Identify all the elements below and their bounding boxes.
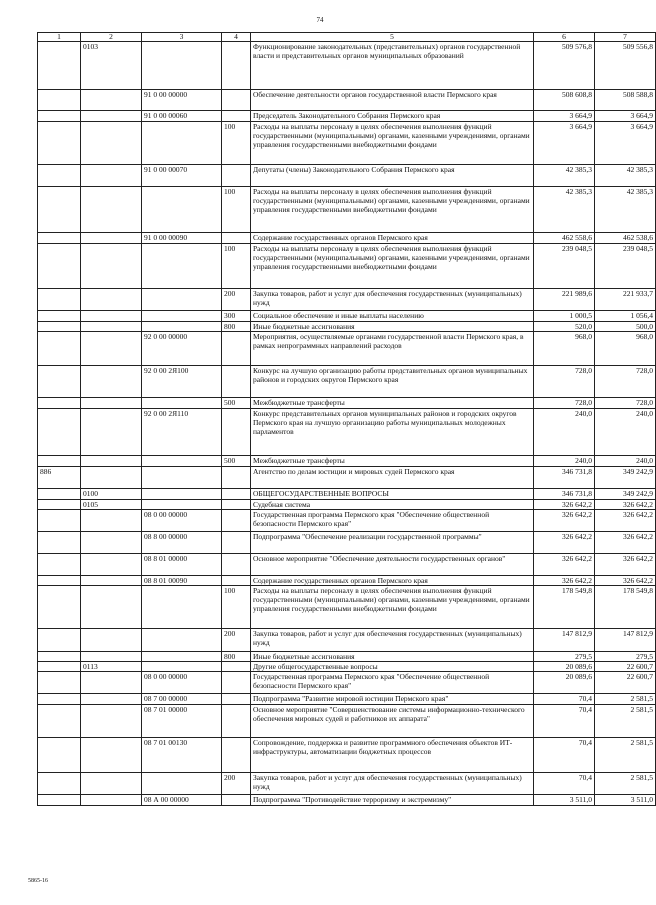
table-row	[38, 366, 656, 398]
amount-year2-cell: 22 600,7	[595, 662, 656, 672]
expense-type-cell: 200	[222, 773, 251, 795]
table-row	[38, 456, 656, 467]
target-article-cell	[142, 467, 222, 489]
amount-year2-cell: 42 385,3	[595, 187, 656, 233]
section-code-cell	[38, 233, 81, 244]
subsection-code-cell	[81, 289, 142, 311]
table-row	[38, 510, 656, 532]
description-cell: Государственная программа Пермского края "Обеспечение общественной безопасности Пермского края"	[251, 510, 534, 532]
description-cell: Подпрограмма "Обеспечение реализации государственной программы"	[251, 532, 534, 554]
target-article-cell: 92 0 00 00000	[142, 332, 222, 366]
header-cell: 1	[38, 33, 81, 42]
header-cell: 6	[534, 33, 595, 42]
amount-year2-cell: 178 549,8	[595, 586, 656, 629]
amount-year2-cell: 3 511,0	[595, 795, 656, 806]
footer-code: 5865-16	[28, 878, 48, 884]
amount-year1-cell: 70,4	[534, 738, 595, 773]
table-row	[38, 122, 656, 165]
target-article-cell: 08 А 00 00000	[142, 795, 222, 806]
subsection-code-cell	[81, 409, 142, 456]
description-cell: Обеспечение деятельности органов государственной власти Пермского края	[251, 90, 534, 111]
amount-year2-cell: 240,0	[595, 409, 656, 456]
section-code-cell	[38, 795, 81, 806]
expense-type-cell	[222, 705, 251, 738]
amount-year2-cell: 728,0	[595, 366, 656, 398]
description-cell: Закупка товаров, работ и услуг для обеспечения государственных (муниципальных) нужд	[251, 773, 534, 795]
target-article-cell: 08 0 00 00000	[142, 672, 222, 694]
expense-type-cell	[222, 576, 251, 586]
description-cell: Расходы на выплаты персоналу в целях обеспечения выполнения функций государственными (муниципальными) органами, казенными учреждениями, органами управления государственными внебюджетными фондами	[251, 187, 534, 233]
amount-year2-cell: 2 581,5	[595, 738, 656, 773]
expense-type-cell	[222, 672, 251, 694]
target-article-cell: 91 0 00 00060	[142, 111, 222, 122]
section-code-cell	[38, 456, 81, 467]
amount-year1-cell: 70,4	[534, 705, 595, 738]
section-code-cell	[38, 510, 81, 532]
amount-year1-cell: 3 511,0	[534, 795, 595, 806]
section-code-cell	[38, 586, 81, 629]
description-cell: Подпрограмма "Развитие мировой юстиции Пермского края"	[251, 694, 534, 705]
amount-year1-cell: 3 664,9	[534, 122, 595, 165]
amount-year1-cell: 70,4	[534, 694, 595, 705]
amount-year1-cell: 968,0	[534, 332, 595, 366]
description-cell: Межбюджетные трансферты	[251, 456, 534, 467]
target-article-cell	[142, 456, 222, 467]
expense-type-cell	[222, 554, 251, 576]
description-cell: Депутаты (члены) Законодательного Собрания Пермского края	[251, 165, 534, 187]
target-article-cell: 08 8 00 00000	[142, 532, 222, 554]
amount-year1-cell: 509 576,8	[534, 42, 595, 90]
table-row	[38, 629, 656, 652]
amount-year2-cell: 2 581,5	[595, 773, 656, 795]
section-code-cell	[38, 244, 81, 289]
description-cell: Агентство по делам юстиции и мировых судей Пермского края	[251, 467, 534, 489]
amount-year2-cell: 326 642,2	[595, 510, 656, 532]
expense-type-cell: 500	[222, 398, 251, 409]
budget-table	[37, 32, 656, 806]
amount-year1-cell: 239 048,5	[534, 244, 595, 289]
amount-year2-cell: 1 056,4	[595, 311, 656, 322]
expense-type-cell: 800	[222, 652, 251, 662]
amount-year1-cell: 326 642,2	[534, 532, 595, 554]
amount-year2-cell: 326 642,2	[595, 500, 656, 510]
target-article-cell: 08 8 01 00000	[142, 554, 222, 576]
table-row	[38, 662, 656, 672]
subsection-code-cell	[81, 467, 142, 489]
expense-type-cell: 100	[222, 122, 251, 165]
target-article-cell	[142, 652, 222, 662]
budget-table-body	[38, 33, 656, 806]
amount-year2-cell: 508 588,8	[595, 90, 656, 111]
amount-year2-cell: 500,0	[595, 322, 656, 332]
header-cell: 5	[251, 33, 534, 42]
expense-type-cell: 800	[222, 322, 251, 332]
amount-year1-cell: 3 664,9	[534, 111, 595, 122]
table-row	[38, 165, 656, 187]
description-cell: Расходы на выплаты персоналу в целях обеспечения выполнения функций государственными (муниципальными) органами, казенными учреждениями, органами управления государственными внебюджетными фондами	[251, 586, 534, 629]
table-row	[38, 111, 656, 122]
expense-type-cell	[222, 111, 251, 122]
description-cell: Социальное обеспечение и иные выплаты населению	[251, 311, 534, 322]
subsection-code-cell	[81, 165, 142, 187]
target-article-cell	[142, 500, 222, 510]
subsection-code-cell	[81, 705, 142, 738]
amount-year2-cell: 240,0	[595, 456, 656, 467]
amount-year2-cell: 22 600,7	[595, 672, 656, 694]
expense-type-cell	[222, 532, 251, 554]
table-row	[38, 500, 656, 510]
description-cell: Закупка товаров, работ и услуг для обеспечения государственных (муниципальных) нужд	[251, 289, 534, 311]
table-row	[38, 672, 656, 694]
table-row	[38, 332, 656, 366]
subsection-code-cell	[81, 233, 142, 244]
amount-year1-cell: 728,0	[534, 366, 595, 398]
target-article-cell	[142, 122, 222, 165]
description-cell: Мероприятия, осуществляемые органами государственной власти Пермского края, в рамках непрограммных направлений расходов	[251, 332, 534, 366]
amount-year1-cell: 240,0	[534, 456, 595, 467]
section-code-cell: 886	[38, 467, 81, 489]
expense-type-cell: 100	[222, 187, 251, 233]
header-cell: 7	[595, 33, 656, 42]
amount-year1-cell: 42 385,3	[534, 187, 595, 233]
expense-type-cell	[222, 409, 251, 456]
subsection-code-cell	[81, 738, 142, 773]
header-cell: 3	[142, 33, 222, 42]
description-cell: Расходы на выплаты персоналу в целях обеспечения выполнения функций государственными (муниципальными) органами, казенными учреждениями, органами управления государственными внебюджетными фондами	[251, 122, 534, 165]
amount-year1-cell: 346 731,8	[534, 467, 595, 489]
amount-year2-cell: 3 664,9	[595, 111, 656, 122]
description-cell: Судебная система	[251, 500, 534, 510]
section-code-cell	[38, 409, 81, 456]
amount-year1-cell: 326 642,2	[534, 576, 595, 586]
table-row	[38, 187, 656, 233]
description-cell: Государственная программа Пермского края "Обеспечение общественной безопасности Пермского края"	[251, 672, 534, 694]
amount-year1-cell: 520,0	[534, 322, 595, 332]
target-article-cell	[142, 398, 222, 409]
target-article-cell	[142, 586, 222, 629]
target-article-cell	[142, 187, 222, 233]
subsection-code-cell	[81, 773, 142, 795]
section-code-cell	[38, 652, 81, 662]
expense-type-cell: 300	[222, 311, 251, 322]
amount-year1-cell: 508 608,8	[534, 90, 595, 111]
target-article-cell: 92 0 00 2Я100	[142, 366, 222, 398]
description-cell: Подпрограмма "Противодействие терроризму и экстремизму"	[251, 795, 534, 806]
section-code-cell	[38, 187, 81, 233]
amount-year1-cell: 70,4	[534, 773, 595, 795]
section-code-cell	[38, 311, 81, 322]
section-code-cell	[38, 662, 81, 672]
amount-year1-cell: 178 549,8	[534, 586, 595, 629]
table-row	[38, 795, 656, 806]
target-article-cell	[142, 662, 222, 672]
description-cell: Сопровождение, поддержка и развитие программного обеспечения объектов ИТ-инфраструктуры, автоматизации бюджетных процессов	[251, 738, 534, 773]
subsection-code-cell	[81, 90, 142, 111]
section-code-cell	[38, 111, 81, 122]
section-code-cell	[38, 322, 81, 332]
amount-year1-cell: 240,0	[534, 409, 595, 456]
subsection-code-cell	[81, 554, 142, 576]
target-article-cell	[142, 773, 222, 795]
amount-year1-cell: 326 642,2	[534, 554, 595, 576]
expense-type-cell	[222, 233, 251, 244]
expense-type-cell	[222, 332, 251, 366]
table-row	[38, 532, 656, 554]
subsection-code-cell	[81, 398, 142, 409]
subsection-code-cell	[81, 532, 142, 554]
subsection-code-cell	[81, 332, 142, 366]
amount-year2-cell: 509 556,8	[595, 42, 656, 90]
table-row	[38, 773, 656, 795]
target-article-cell	[142, 322, 222, 332]
subsection-code-cell	[81, 456, 142, 467]
section-code-cell	[38, 705, 81, 738]
subsection-code-cell	[81, 111, 142, 122]
description-cell: Основное мероприятие "Совершенствование системы информационно-технического обеспечения мировых судей и работников их аппарата"	[251, 705, 534, 738]
subsection-code-cell	[81, 244, 142, 289]
target-article-cell	[142, 289, 222, 311]
table-row	[38, 576, 656, 586]
target-article-cell: 91 0 00 00090	[142, 233, 222, 244]
expense-type-cell: 100	[222, 586, 251, 629]
description-cell: Содержание государственных органов Пермского края	[251, 576, 534, 586]
section-code-cell	[38, 398, 81, 409]
amount-year1-cell: 728,0	[534, 398, 595, 409]
subsection-code-cell	[81, 187, 142, 233]
subsection-code-cell	[81, 122, 142, 165]
section-code-cell	[38, 42, 81, 90]
expense-type-cell	[222, 467, 251, 489]
description-cell: ОБЩЕГОСУДАРСТВЕННЫЕ ВОПРОСЫ	[251, 489, 534, 500]
description-cell: Председатель Законодательного Собрания Пермского края	[251, 111, 534, 122]
amount-year1-cell: 20 089,6	[534, 672, 595, 694]
expense-type-cell	[222, 662, 251, 672]
description-cell: Иные бюджетные ассигнования	[251, 322, 534, 332]
description-cell: Содержание государственных органов Пермского края	[251, 233, 534, 244]
amount-year2-cell: 3 664,9	[595, 122, 656, 165]
subsection-code-cell: 0113	[81, 662, 142, 672]
subsection-code-cell	[81, 311, 142, 322]
table-row	[38, 90, 656, 111]
amount-year2-cell: 2 581,5	[595, 705, 656, 738]
amount-year2-cell: 326 642,2	[595, 554, 656, 576]
expense-type-cell: 200	[222, 289, 251, 311]
subsection-code-cell	[81, 629, 142, 652]
section-code-cell	[38, 738, 81, 773]
amount-year2-cell: 221 933,7	[595, 289, 656, 311]
table-row	[38, 398, 656, 409]
amount-year2-cell: 462 538,6	[595, 233, 656, 244]
amount-year2-cell: 326 642,2	[595, 576, 656, 586]
description-cell: Основное мероприятие "Обеспечение деятельности государственных органов"	[251, 554, 534, 576]
table-row	[38, 233, 656, 244]
expense-type-cell	[222, 694, 251, 705]
description-cell: Другие общегосударственные вопросы	[251, 662, 534, 672]
target-article-cell	[142, 629, 222, 652]
table-row	[38, 554, 656, 576]
expense-type-cell	[222, 90, 251, 111]
subsection-code-cell	[81, 694, 142, 705]
description-cell: Иные бюджетные ассигнования	[251, 652, 534, 662]
subsection-code-cell	[81, 322, 142, 332]
amount-year1-cell: 1 000,5	[534, 311, 595, 322]
section-code-cell	[38, 629, 81, 652]
expense-type-cell	[222, 738, 251, 773]
section-code-cell	[38, 672, 81, 694]
section-code-cell	[38, 122, 81, 165]
amount-year1-cell: 326 642,2	[534, 500, 595, 510]
target-article-cell: 08 8 01 00090	[142, 576, 222, 586]
target-article-cell	[142, 311, 222, 322]
table-row	[38, 467, 656, 489]
subsection-code-cell: 0105	[81, 500, 142, 510]
description-cell: Расходы на выплаты персоналу в целях обеспечения выполнения функций государственными (муниципальными) органами, казенными учреждениями, органами управления государственными внебюджетными фондами	[251, 244, 534, 289]
amount-year1-cell: 221 989,6	[534, 289, 595, 311]
amount-year2-cell: 239 048,5	[595, 244, 656, 289]
subsection-code-cell	[81, 652, 142, 662]
table-row	[38, 652, 656, 662]
section-code-cell	[38, 165, 81, 187]
amount-year2-cell: 349 242,9	[595, 489, 656, 500]
amount-year2-cell: 147 812,9	[595, 629, 656, 652]
description-cell: Конкурс представительных органов муниципальных районов и городских округов Пермского края на лучшую организацию работы муниципальных молодежных парламентов	[251, 409, 534, 456]
amount-year1-cell: 20 089,6	[534, 662, 595, 672]
section-code-cell	[38, 332, 81, 366]
expense-type-cell: 200	[222, 629, 251, 652]
page-number: 74	[316, 16, 324, 24]
subsection-code-cell: 0100	[81, 489, 142, 500]
amount-year1-cell: 462 558,6	[534, 233, 595, 244]
section-code-cell	[38, 694, 81, 705]
amount-year1-cell: 42 385,3	[534, 165, 595, 187]
section-code-cell	[38, 90, 81, 111]
table-row	[38, 489, 656, 500]
table-row	[38, 289, 656, 311]
section-code-cell	[38, 532, 81, 554]
expense-type-cell	[222, 42, 251, 90]
table-row	[38, 311, 656, 322]
expense-type-cell	[222, 795, 251, 806]
amount-year1-cell: 147 812,9	[534, 629, 595, 652]
target-article-cell: 08 7 00 00000	[142, 694, 222, 705]
target-article-cell: 08 7 01 00000	[142, 705, 222, 738]
table-row	[38, 705, 656, 738]
subsection-code-cell	[81, 366, 142, 398]
expense-type-cell	[222, 366, 251, 398]
target-article-cell: 08 7 01 00130	[142, 738, 222, 773]
subsection-code-cell	[81, 795, 142, 806]
amount-year1-cell: 346 731,8	[534, 489, 595, 500]
target-article-cell: 91 0 00 00000	[142, 90, 222, 111]
subsection-code-cell: 0103	[81, 42, 142, 90]
section-code-cell	[38, 576, 81, 586]
amount-year2-cell: 728,0	[595, 398, 656, 409]
amount-year1-cell: 279,5	[534, 652, 595, 662]
amount-year2-cell: 2 581,5	[595, 694, 656, 705]
section-code-cell	[38, 773, 81, 795]
expense-type-cell: 500	[222, 456, 251, 467]
expense-type-cell	[222, 500, 251, 510]
amount-year2-cell: 968,0	[595, 332, 656, 366]
section-code-cell	[38, 489, 81, 500]
table-header-row	[38, 33, 656, 42]
table-row	[38, 586, 656, 629]
description-cell: Конкурс на лучшую организацию работы представительных органов муниципальных районов и городских округов Пермского края	[251, 366, 534, 398]
expense-type-cell	[222, 165, 251, 187]
target-article-cell: 92 0 00 2Я110	[142, 409, 222, 456]
table-row	[38, 244, 656, 289]
amount-year2-cell: 42 385,3	[595, 165, 656, 187]
subsection-code-cell	[81, 586, 142, 629]
subsection-code-cell	[81, 510, 142, 532]
target-article-cell	[142, 489, 222, 500]
target-article-cell: 08 0 00 00000	[142, 510, 222, 532]
target-article-cell	[142, 244, 222, 289]
amount-year1-cell: 326 642,2	[534, 510, 595, 532]
expense-type-cell	[222, 510, 251, 532]
expense-type-cell: 100	[222, 244, 251, 289]
table-row	[38, 322, 656, 332]
expense-type-cell	[222, 489, 251, 500]
table-row	[38, 738, 656, 773]
description-cell: Межбюджетные трансферты	[251, 398, 534, 409]
amount-year2-cell: 349 242,9	[595, 467, 656, 489]
header-cell: 2	[81, 33, 142, 42]
description-cell: Функционирование законодательных (представительных) органов государственной власти и представительных органов муниципальных образований	[251, 42, 534, 90]
amount-year2-cell: 279,5	[595, 652, 656, 662]
target-article-cell	[142, 42, 222, 90]
section-code-cell	[38, 366, 81, 398]
subsection-code-cell	[81, 576, 142, 586]
description-cell: Закупка товаров, работ и услуг для обеспечения государственных (муниципальных) нужд	[251, 629, 534, 652]
table-row	[38, 409, 656, 456]
section-code-cell	[38, 554, 81, 576]
subsection-code-cell	[81, 672, 142, 694]
table-row	[38, 694, 656, 705]
header-cell: 4	[222, 33, 251, 42]
target-article-cell: 91 0 00 00070	[142, 165, 222, 187]
section-code-cell	[38, 500, 81, 510]
amount-year2-cell: 326 642,2	[595, 532, 656, 554]
table-row	[38, 42, 656, 90]
section-code-cell	[38, 289, 81, 311]
